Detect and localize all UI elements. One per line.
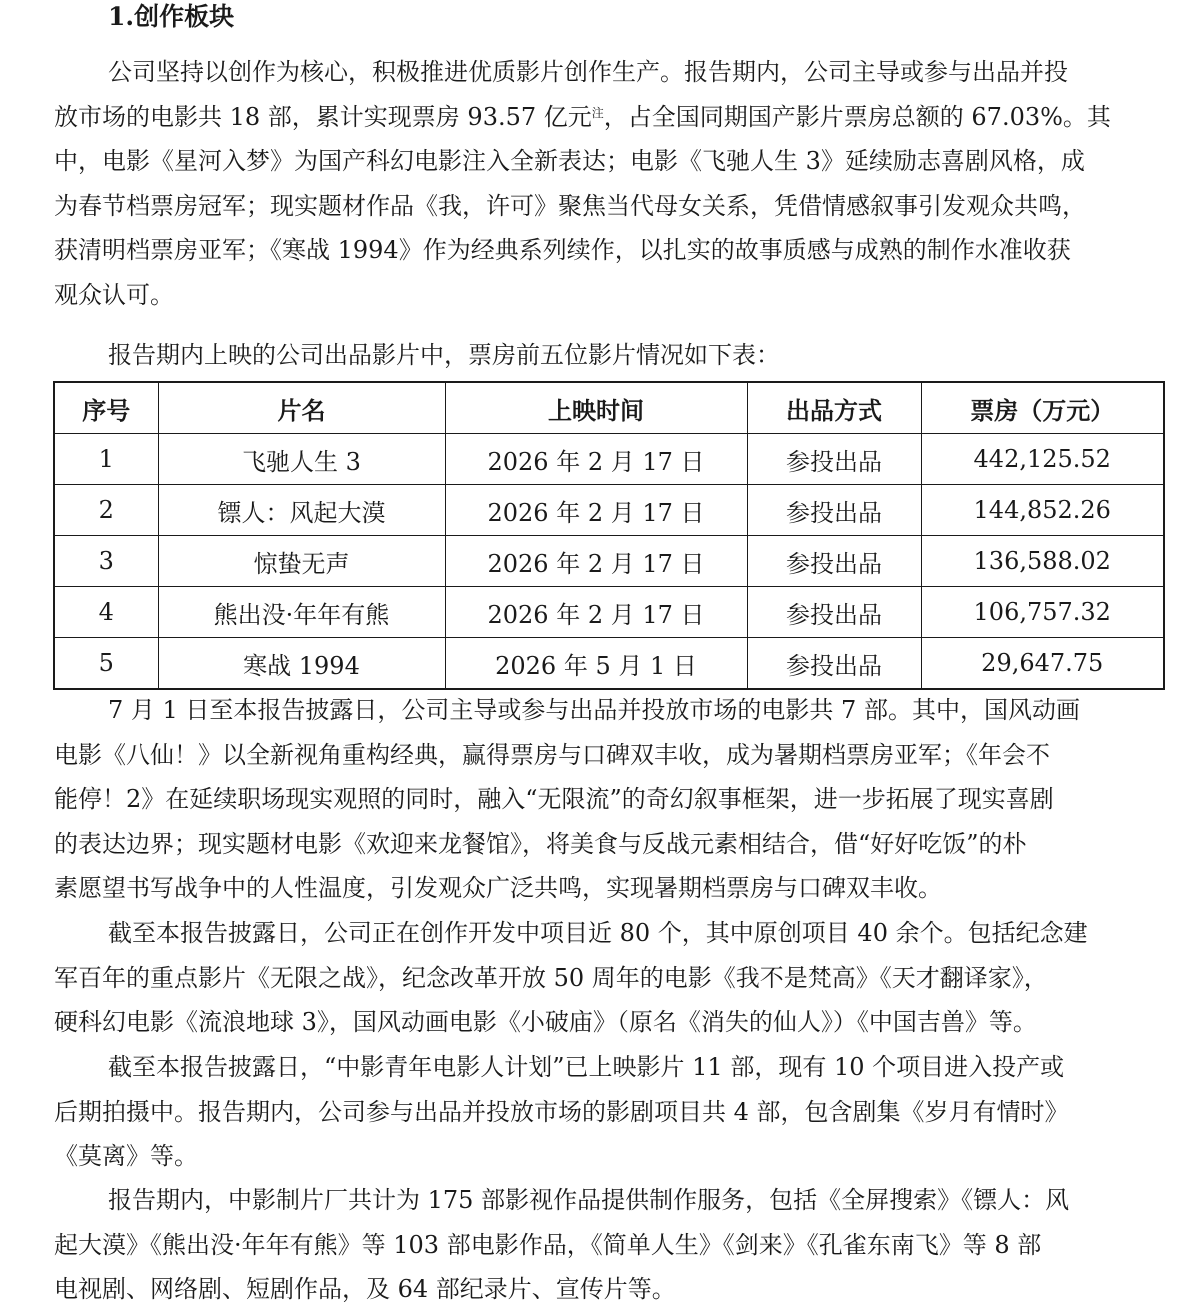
header-cell-production-mode: 出品方式 (747, 382, 921, 434)
paragraph-line: 为春节档票房冠军；现实题材作品《我，许可》聚焦当代母女关系，凭借情感叙事引发观众共鸣， (54, 191, 1086, 220)
paragraph-line: 能停！2》在延续职场现实观照的同时，融入“无限流”的奇幻叙事框架，进一步拓展了现实喜剧 (54, 785, 1054, 814)
paragraph-line: 军百年的重点影片《无限之战》，纪念改革开放 50 周年的电影《我不是梵高》《天才翻译家》， (54, 963, 1048, 992)
footnote-marker: 注 (591, 105, 604, 120)
cell-production-mode: 参投出品 (747, 434, 921, 485)
header-cell-box-office: 票房（万元） (921, 382, 1164, 434)
cell-index: 1 (54, 434, 158, 485)
paragraph-line: 电视剧、网络剧、短剧作品，及 64 部纪录片、宣传片等。 (54, 1275, 676, 1304)
paragraph-projects-in-development (54, 911, 1164, 1045)
table-row (54, 434, 1164, 485)
cell-production-mode: 参投出品 (747, 638, 921, 690)
paragraph-line: 素愿望书写战争中的人性温度，引发观众广泛共鸣，实现暑期档票房与口碑双丰收。 (54, 874, 942, 903)
top-five-films-table (53, 381, 1165, 690)
section-heading: 1.创作板块 (108, 2, 235, 31)
cell-box-office: 29,647.75 (921, 638, 1164, 690)
paragraph-line: 报告期内，中影制片厂共计为 175 部影视作品提供制作服务，包括《全屏搜索》《镖人：风 (108, 1186, 1070, 1214)
cell-production-mode: 参投出品 (747, 587, 921, 638)
paragraph-line: 硬科幻电影《流浪地球 3》，国风动画电影《小破庙》（原名《消失的仙人》）《中国吉兽》等。 (54, 1008, 1037, 1037)
cell-box-office: 442,125.52 (921, 434, 1164, 485)
paragraph-july-releases (54, 688, 1164, 911)
cell-production-mode: 参投出品 (747, 485, 921, 536)
paragraph-line (54, 95, 1164, 140)
paragraph-table-intro (54, 333, 1164, 378)
cell-title: 熊出没·年年有熊 (158, 587, 445, 638)
cell-release-date: 2026 年 2 月 17 日 (445, 587, 747, 638)
header-cell-index: 序号 (54, 382, 158, 434)
cell-release-date: 2026 年 5 月 1 日 (445, 638, 747, 690)
paragraph-young-filmmakers (54, 1045, 1164, 1179)
paragraph-line: 后期拍摄中。报告期内，公司参与出品并投放市场的影剧项目共 4 部，包含剧集《岁月有情时》 (54, 1097, 1069, 1126)
cell-title: 飞驰人生 3 (158, 434, 445, 485)
paragraph-line: 7 月 1 日至本报告披露日，公司主导或参与出品并投放市场的电影共 7 部。其中，国风动画 (108, 696, 1080, 724)
paragraph-line: 报告期内上映的公司出品影片中，票房前五位影片情况如下表： (108, 341, 780, 369)
cell-index: 2 (54, 485, 158, 536)
cell-release-date: 2026 年 2 月 17 日 (445, 536, 747, 587)
paragraph-line: 公司坚持以创作为核心，积极推进优质影片创作生产。报告期内，公司主导或参与出品并投 (108, 58, 1068, 86)
cell-index: 5 (54, 638, 158, 690)
paragraph-line: 起大漠》《熊出没·年年有熊》等 103 部电影作品，《简单人生》《剑来》《孔雀东南飞》等 8 部 (54, 1230, 1042, 1259)
cell-title: 惊蛰无声 (158, 536, 445, 587)
cell-title: 镖人：风起大漠 (158, 485, 445, 536)
paragraph-line: 的表达边界；现实题材电影《欢迎来龙餐馆》，将美食与反战元素相结合，借“好好吃饭”的朴 (54, 829, 1027, 858)
cell-index: 4 (54, 587, 158, 638)
text-run: ，占全国同期国产影片票房总额的 67.03%。其 (603, 102, 1111, 131)
header-cell-release-date: 上映时间 (445, 382, 747, 434)
cell-release-date: 2026 年 2 月 17 日 (445, 434, 747, 485)
table-row (54, 536, 1164, 587)
cell-box-office: 144,852.26 (921, 485, 1164, 536)
cell-title: 寒战 1994 (158, 638, 445, 690)
paragraph-creation-overview (54, 50, 1164, 318)
cell-release-date: 2026 年 2 月 17 日 (445, 485, 747, 536)
cell-box-office: 136,588.02 (921, 536, 1164, 587)
text-run: 放市场的电影共 18 部，累计实现票房 93.57 亿元 (54, 102, 592, 131)
cell-index: 3 (54, 536, 158, 587)
paragraph-line: 《莫离》等。 (54, 1142, 198, 1171)
header-cell-title: 片名 (158, 382, 445, 434)
paragraph-line: 截至本报告披露日，公司正在创作开发中项目近 80 个，其中原创项目 40 余个。包括纪念建 (108, 919, 1088, 947)
cell-production-mode: 参投出品 (747, 536, 921, 587)
paragraph-line: 电影《八仙！》以全新视角重构经典，赢得票房与口碑双丰收，成为暑期档票房亚军；《年会不 (54, 740, 1050, 769)
paragraph-production-services (54, 1178, 1164, 1312)
cell-box-office: 106,757.32 (921, 587, 1164, 638)
table-row (54, 485, 1164, 536)
table-row (54, 587, 1164, 638)
paragraph-line: 截至本报告披露日，“中影青年电影人计划”已上映影片 11 部，现有 10 个项目进入投产或 (108, 1053, 1065, 1081)
paragraph-line: 观众认可。 (54, 280, 174, 309)
paragraph-line: 中，电影《星河入梦》为国产科幻电影注入全新表达；电影《飞驰人生 3》延续励志喜剧风格，成 (54, 147, 1085, 176)
table-header-row (54, 382, 1164, 434)
paragraph-line: 获清明档票房亚军；《寒战 1994》作为经典系列续作，以扎实的故事质感与成熟的制作水准收获 (54, 236, 1071, 265)
table-row (54, 638, 1164, 690)
